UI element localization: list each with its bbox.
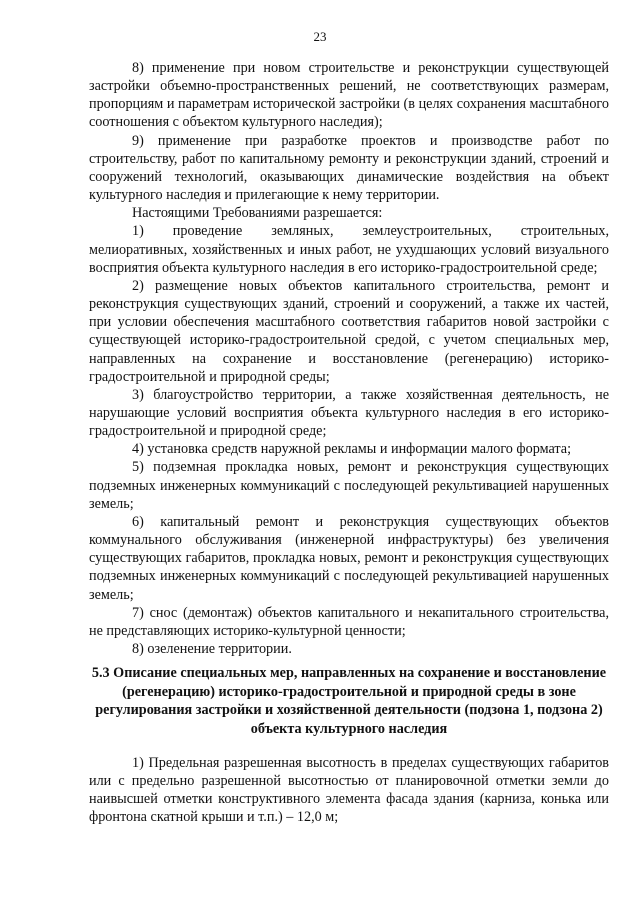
paragraph-restriction-8: 8) применение при новом строительстве и реконструкции существующей застройки объемно-пространственных решений, не соответствующих размерам, пропорциям и параметрам исторической застройки (в целях сохранения масштабного соотношения с объектом культурного наследия); [89,60,609,131]
section-body-text [89,754,609,827]
section-heading: 5.3 Описание специальных мер, направленных на сохранение и восстановление (регенерацию) историко-градостроительной и природной среды в зоне регулирования застройки и хозяйственной деятельности (подзона 1, подзона 2) объекта культурного наследия [91,665,607,737]
paragraph-permitted-5: 5) подземная прокладка новых, ремонт и реконструкция существующих подземных инженерных коммуникаций с последующей рекультивацией нарушенных земель; [89,459,609,512]
paragraph-permitted-2: 2) размещение новых объектов капитального строительства, ремонт и реконструкция существующих зданий, строений и сооружений, а также их частей, при условии обеспечения масштабного соответствия габаритов новой застройки с существующей историко-градостроительной средой, с учетом специальных мер, направленных на сохранение и восстановление (регенерацию) историко-градостроительной и природной среды; [89,277,609,385]
page-number: 23 [313,29,327,44]
paragraph-restriction-9: 9) применение при разработке проектов и производстве работ по строительству, работ по капитальному ремонту и реконструкции зданий, строений и сооружений технологий, оказывающих динамические воздействия на объект культурного наследия и прилегающие к нему территории. [89,132,609,204]
paragraph-permitted-3: 3) благоустройство территории, а также хозяйственная деятельность, не нарушающие условий восприятия объекта культурного наследия в его историко-градостроительной и природной среде; [89,386,609,440]
paragraph-permitted-1: 1) проведение земляных, землеустроительных, строительных, мелиоративных, хозяйственных и иных работ, не ухудшающих условий визуального восприятия объекта культурного наследия в его историко-градостроительной среде; [89,223,609,276]
paragraph-permitted-4: 4) установка средств наружной рекламы и информации малого формата; [132,441,572,458]
paragraph-height-limit: 1) Предельная разрешенная высотность в пределах существующих габаритов или с предельно разрешенной высотностью от планировочной отметки земли до наивысшей отметки конструктивного элемента фасада здания (карниза, конька или фронтона скатной крыши и т.п.) – 12,0 м; [89,755,609,826]
paragraph-permitted-7: 7) снос (демонтаж) объектов капитального и некапитального строительства, не представляющих историко-культурной ценности; [89,604,609,639]
body-text [89,59,609,658]
paragraph-permitted-8: 8) озеленение территории. [132,641,292,657]
paragraph-permitted-6: 6) капитальный ремонт и реконструкция существующих объектов коммунального обслуживания (инженерной инфраструктуры) без увеличения существующих габаритов, прокладка новых, ремонт и реконструкция существующих подземных инженерных коммуникаций с последующей рекультивацией нарушенных земель; [89,513,609,603]
paragraph-permitted-intro: Настоящими Требованиями разрешается: [132,205,383,222]
